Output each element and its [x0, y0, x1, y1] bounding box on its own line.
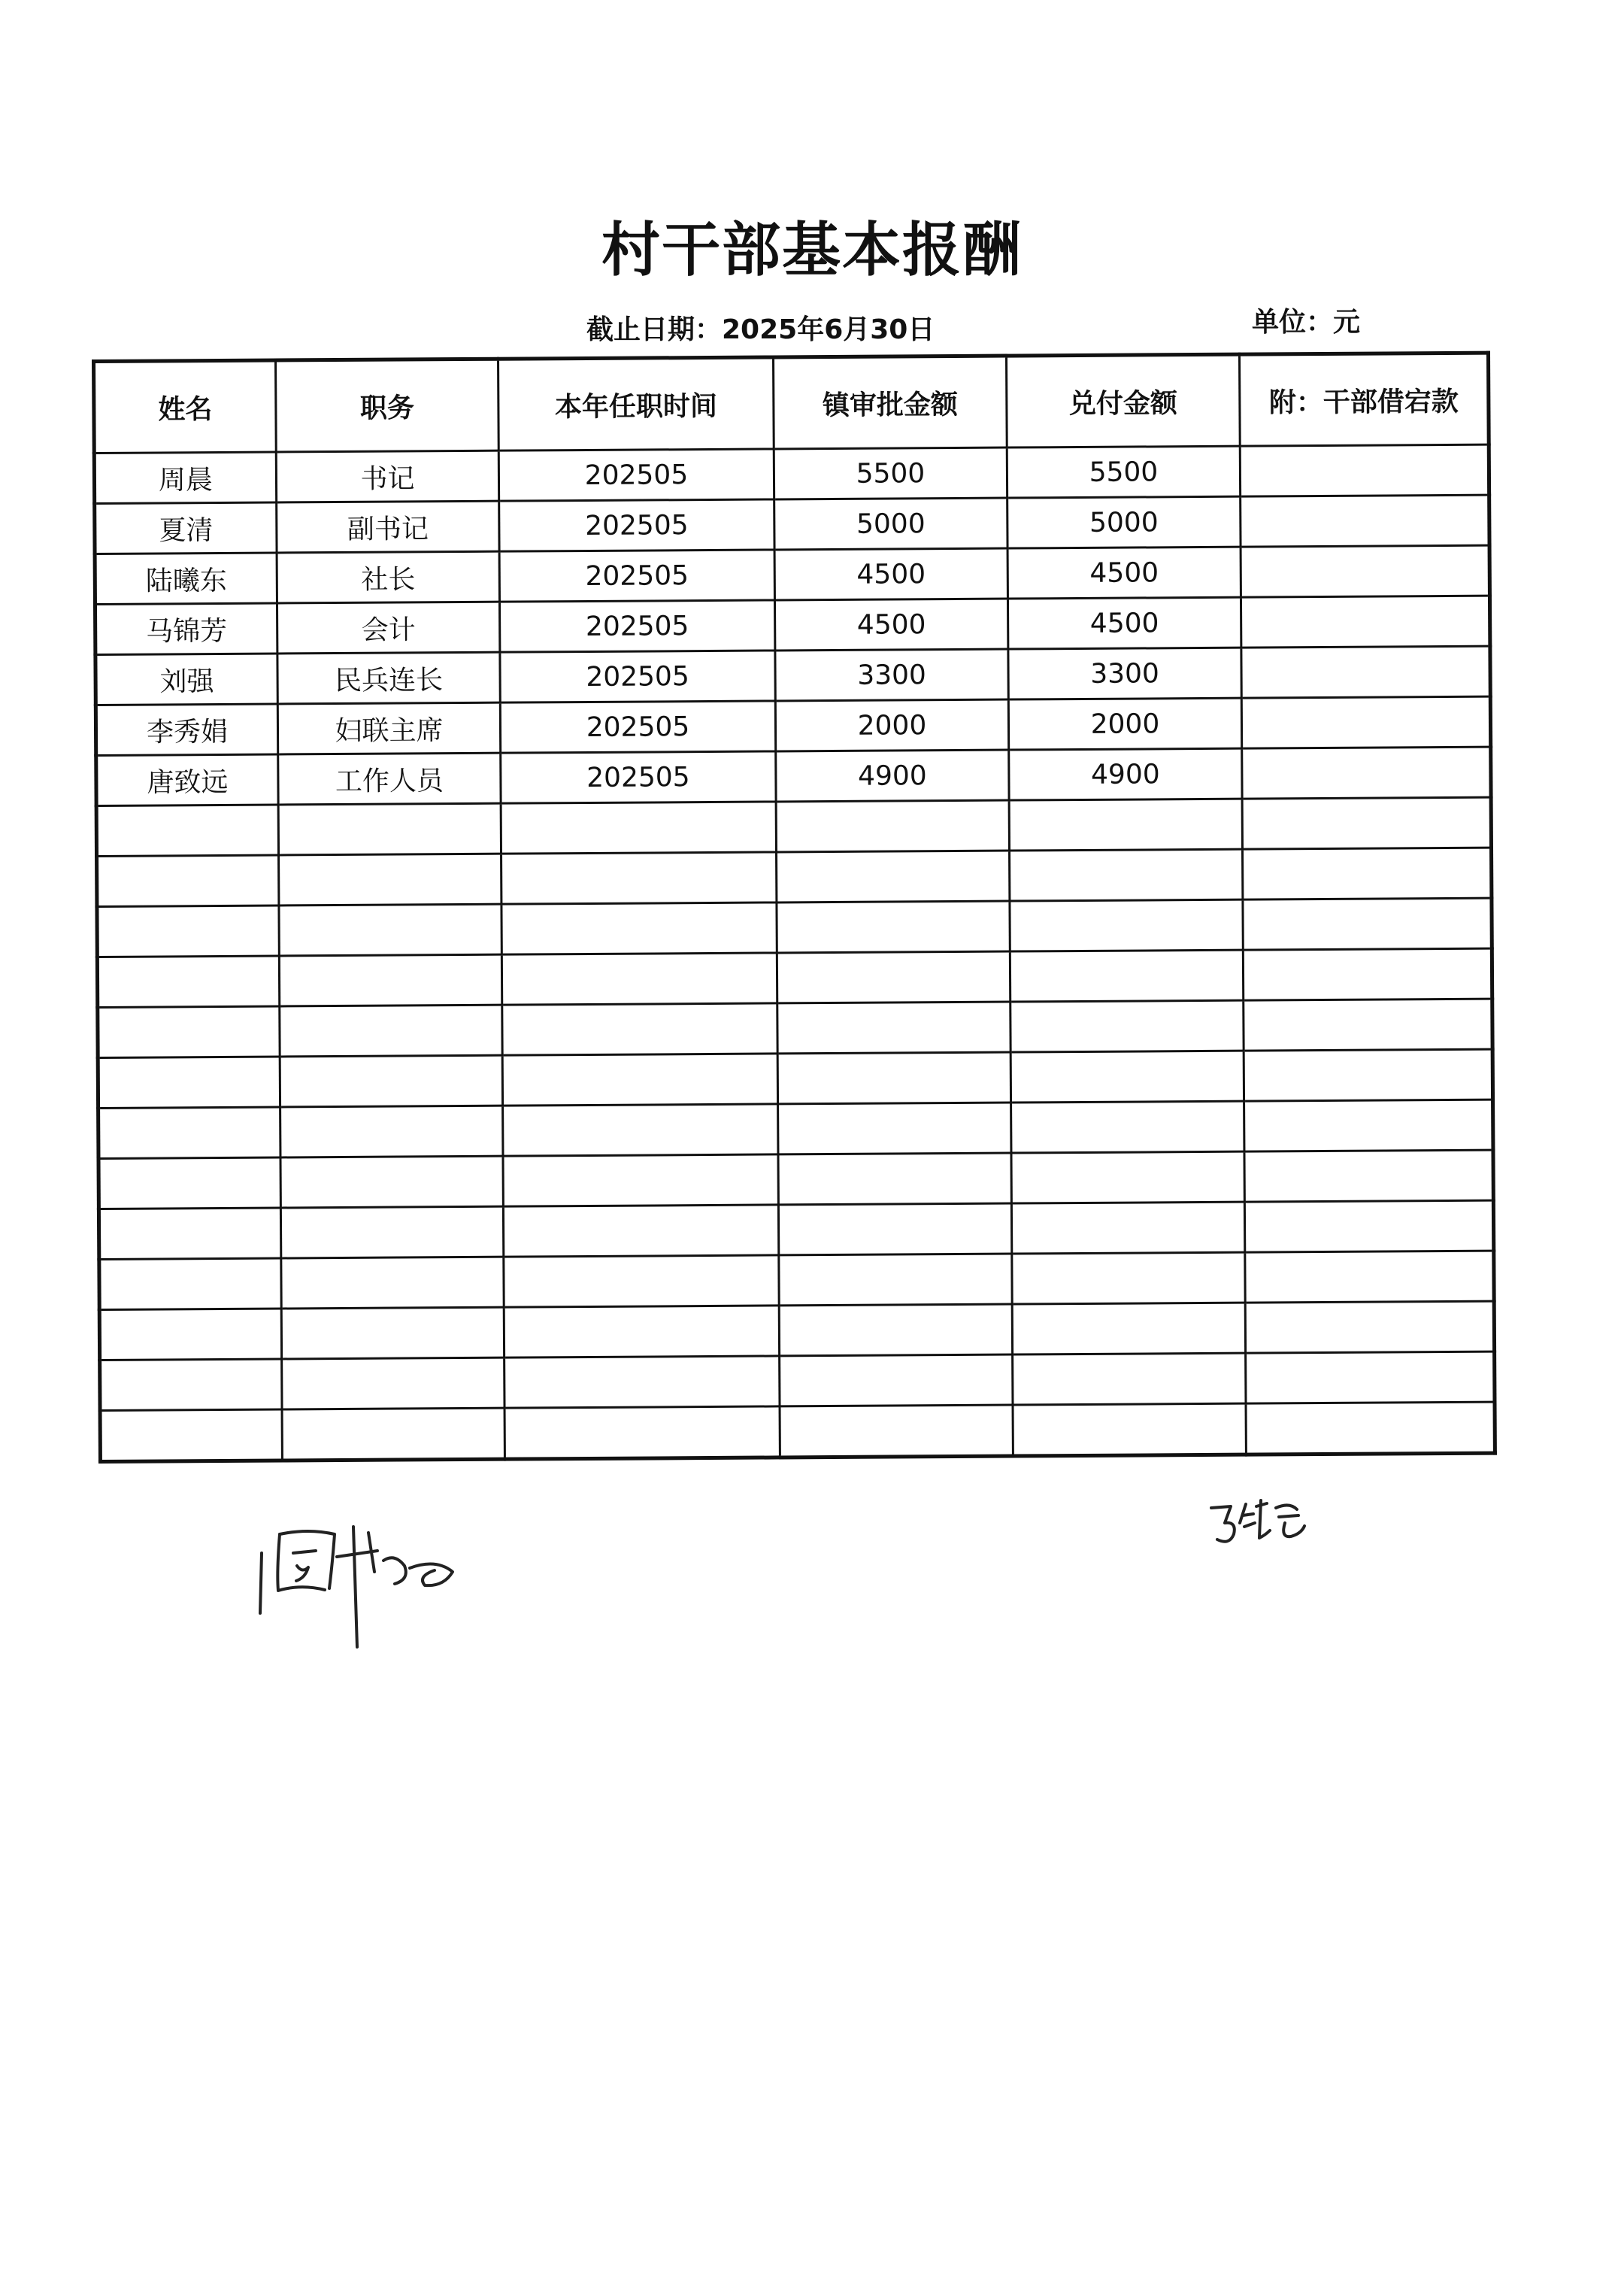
cell-approved [780, 1354, 1013, 1406]
cell-paid [1009, 799, 1242, 851]
cell-paid [1010, 1051, 1244, 1103]
cell-post [282, 1408, 504, 1461]
cell-note [1242, 747, 1491, 799]
cell-approved [776, 800, 1009, 852]
cell-term: 202505 [499, 550, 774, 602]
cell-post [279, 854, 501, 905]
cell-post: 工作人员 [278, 753, 501, 805]
empty-table-row [98, 1150, 1493, 1209]
cell-post [280, 1005, 502, 1057]
cell-post [280, 1156, 503, 1208]
table-row [95, 545, 1489, 604]
cell-approved [778, 1103, 1011, 1154]
empty-table-row [99, 1251, 1494, 1309]
table-row [94, 444, 1489, 503]
cell-approved [777, 951, 1010, 1003]
cell-approved [777, 1002, 1010, 1054]
cell-approved [778, 1203, 1011, 1255]
cell-paid: 4500 [1007, 597, 1241, 649]
cell-post: 妇联主席 [277, 702, 500, 754]
cell-term: 202505 [501, 751, 776, 803]
header-post: 职务 [276, 359, 499, 452]
empty-table-row [98, 1200, 1493, 1259]
cell-term [501, 802, 776, 854]
cell-term [504, 1356, 780, 1408]
cell-name: 唐致远 [96, 754, 278, 805]
header-paid-amount: 兑付金额 [1006, 354, 1240, 447]
cell-name [99, 1309, 281, 1360]
cutoff-date: 截止日期：2025年6月30日 [586, 314, 935, 345]
cell-name: 马锦芳 [95, 603, 277, 654]
cell-approved [777, 851, 1010, 902]
cell-paid [1013, 1353, 1246, 1405]
header-approved-amount: 镇审批金额 [773, 356, 1007, 449]
cell-note [1241, 596, 1489, 648]
cell-post [280, 1106, 503, 1157]
cell-approved: 4500 [774, 599, 1007, 651]
cell-approved: 5500 [774, 447, 1007, 499]
document-title: 村干部基本报酬 [601, 217, 1023, 284]
empty-table-row [100, 1402, 1495, 1461]
empty-table-row [99, 1301, 1494, 1360]
cell-post [280, 1055, 502, 1107]
empty-table-row [100, 1351, 1495, 1410]
cell-name [98, 1057, 280, 1108]
cell-post [282, 1357, 504, 1409]
header-term: 本年任职时间 [498, 357, 774, 450]
header-name: 姓名 [94, 360, 277, 453]
cell-paid: 4500 [1007, 547, 1241, 599]
cell-paid: 4900 [1009, 748, 1242, 800]
unit-label: 单位：元 [1252, 307, 1361, 338]
cell-paid [1011, 1202, 1244, 1254]
cell-note [1246, 1402, 1495, 1455]
table-row [95, 696, 1490, 755]
cell-note [1244, 1049, 1492, 1101]
cell-name [98, 1157, 280, 1209]
cell-approved [778, 1153, 1011, 1205]
cell-paid: 2000 [1008, 698, 1241, 750]
cell-post [279, 904, 501, 956]
cell-post [281, 1307, 504, 1359]
cell-term [502, 1003, 777, 1055]
cell-term [501, 953, 777, 1005]
cell-paid [1012, 1252, 1245, 1304]
cell-term: 202505 [499, 600, 774, 652]
cell-approved [780, 1405, 1013, 1458]
cell-term [503, 1205, 778, 1257]
cell-name: 周晨 [94, 452, 276, 503]
cell-note [1241, 495, 1489, 547]
cell-approved [777, 901, 1010, 953]
cell-post [280, 1206, 503, 1258]
cell-post: 社长 [277, 551, 499, 603]
empty-table-row [97, 948, 1492, 1007]
cell-note [1244, 1100, 1493, 1151]
cell-name [98, 1006, 280, 1057]
cell-term [501, 852, 777, 904]
cell-term: 202505 [499, 499, 774, 551]
cell-name [98, 1208, 280, 1259]
cell-note [1243, 898, 1492, 950]
cell-note [1240, 444, 1489, 496]
cell-name [98, 1107, 280, 1158]
cell-term: 202505 [500, 651, 775, 702]
cell-note [1241, 696, 1490, 748]
cell-term [504, 1406, 780, 1459]
table-row [95, 596, 1489, 654]
cell-note [1243, 948, 1492, 1000]
cell-paid [1010, 1000, 1244, 1052]
cell-paid [1010, 899, 1243, 951]
empty-table-row [98, 1049, 1492, 1108]
remuneration-table [92, 351, 1497, 1464]
cell-note [1241, 545, 1489, 597]
cell-approved: 2000 [775, 699, 1008, 751]
cell-post: 书记 [276, 450, 498, 502]
cell-post [281, 1257, 504, 1309]
handwritten-signature-left [256, 1512, 481, 1662]
table-row [96, 747, 1491, 805]
cell-term [502, 1054, 777, 1106]
cell-name: 刘强 [95, 654, 277, 705]
cell-name: 夏清 [95, 502, 277, 554]
cell-note [1244, 1200, 1493, 1252]
cell-note [1244, 999, 1492, 1051]
cell-term [504, 1306, 779, 1357]
cell-name [97, 905, 279, 957]
header-row [94, 353, 1489, 453]
cell-post: 民兵连长 [277, 652, 500, 704]
table-container [92, 351, 1493, 1464]
cell-note [1242, 797, 1491, 849]
cell-approved: 3300 [775, 649, 1008, 701]
cell-approved [777, 1052, 1010, 1104]
cell-paid [1011, 1151, 1244, 1203]
cell-term: 202505 [498, 449, 774, 501]
cell-note [1244, 1150, 1493, 1202]
cell-note [1246, 1351, 1495, 1403]
cell-approved: 4500 [774, 548, 1007, 600]
cell-post: 会计 [277, 602, 499, 654]
cell-paid: 5000 [1007, 496, 1241, 548]
cell-post [278, 803, 501, 855]
cell-term [504, 1255, 779, 1307]
cell-paid [1012, 1303, 1245, 1354]
cell-name: 李秀娟 [95, 704, 277, 755]
table-row [95, 495, 1489, 554]
cell-paid [1010, 950, 1243, 1002]
cell-note [1245, 1301, 1494, 1353]
cell-approved [779, 1304, 1012, 1356]
cell-term: 202505 [500, 701, 775, 753]
cell-name [96, 805, 278, 856]
cell-name [97, 956, 279, 1007]
cell-post: 副书记 [277, 501, 499, 553]
handwritten-signature-right [1207, 1493, 1327, 1568]
cell-name [100, 1409, 282, 1461]
empty-table-row [98, 1100, 1493, 1158]
cell-note [1243, 848, 1492, 899]
cell-approved: 4900 [776, 750, 1009, 802]
cell-paid: 5500 [1007, 446, 1240, 498]
cell-name [97, 855, 279, 906]
cell-paid: 3300 [1008, 648, 1241, 699]
cell-approved: 5000 [774, 498, 1007, 550]
cell-name: 陆曦东 [95, 553, 277, 604]
header-note: 附：干部借宕款 [1239, 353, 1489, 446]
cell-approved [779, 1254, 1012, 1306]
empty-table-row [96, 797, 1491, 856]
cell-name [99, 1258, 281, 1309]
empty-table-row [97, 848, 1492, 906]
cell-term [503, 1154, 778, 1206]
empty-table-row [97, 898, 1492, 957]
empty-table-row [98, 999, 1492, 1057]
cell-paid [1011, 1101, 1244, 1153]
cell-paid [1010, 849, 1243, 901]
cell-term [501, 902, 777, 954]
cell-note [1241, 646, 1490, 698]
cell-name [100, 1359, 282, 1410]
cell-note [1245, 1251, 1494, 1303]
cell-post [279, 954, 501, 1006]
cell-term [503, 1104, 778, 1156]
table-row [95, 646, 1490, 705]
cell-paid [1013, 1403, 1246, 1456]
